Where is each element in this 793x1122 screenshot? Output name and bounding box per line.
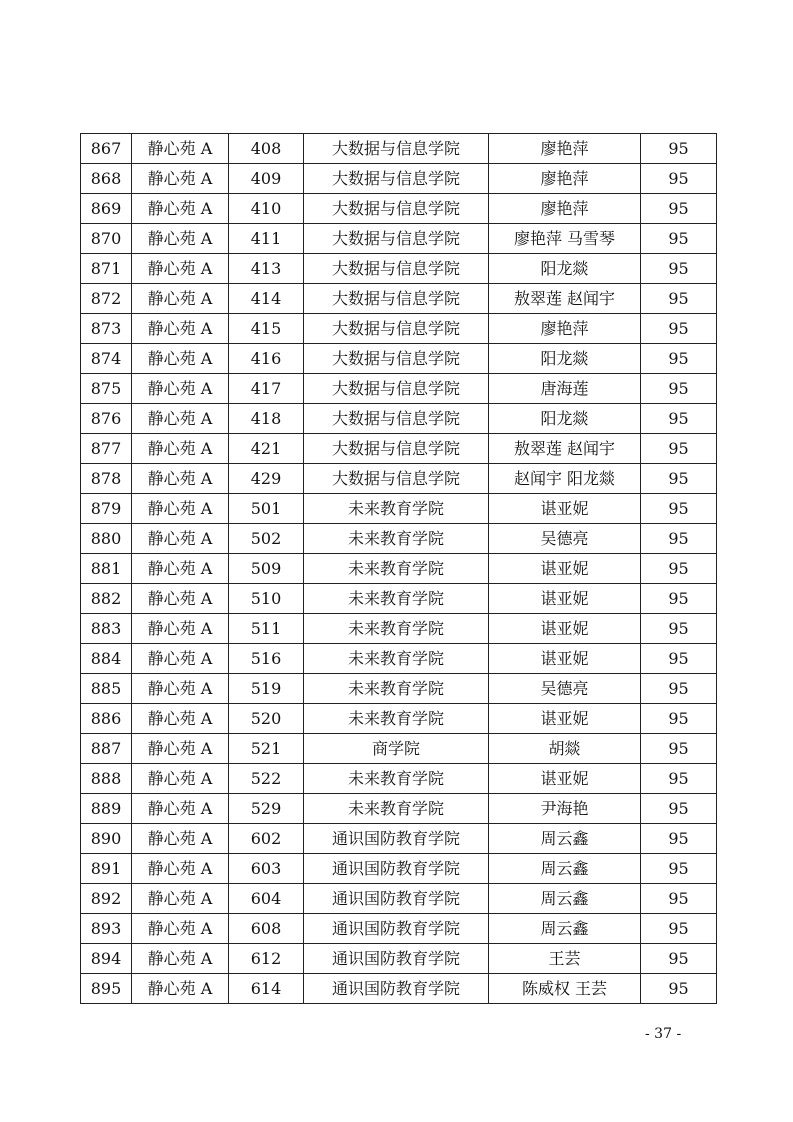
counselor-cell: 尹海艳: [489, 794, 641, 824]
counselor-cell: 敖翠莲 赵闻宇: [489, 434, 641, 464]
table-row: [81, 404, 717, 434]
row-number-cell: 870: [81, 224, 132, 254]
building-cell: 静心苑 A: [132, 674, 229, 704]
college-cell: 通识国防教育学院: [304, 824, 489, 854]
room-cell: 511: [229, 614, 304, 644]
row-number-cell: 892: [81, 884, 132, 914]
score-cell: 95: [641, 974, 717, 1004]
score-cell: 95: [641, 494, 717, 524]
college-cell: 大数据与信息学院: [304, 374, 489, 404]
table-row: [81, 134, 717, 164]
building-cell: 静心苑 A: [132, 644, 229, 674]
building-cell: 静心苑 A: [132, 764, 229, 794]
counselor-cell: 赵闻宇 阳龙燚: [489, 464, 641, 494]
score-cell: 95: [641, 344, 717, 374]
room-cell: 409: [229, 164, 304, 194]
dormitory-score-table: [80, 133, 717, 1004]
building-cell: 静心苑 A: [132, 554, 229, 584]
college-cell: 大数据与信息学院: [304, 314, 489, 344]
row-number-cell: 879: [81, 494, 132, 524]
table-row: [81, 164, 717, 194]
row-number-cell: 876: [81, 404, 132, 434]
score-cell: 95: [641, 944, 717, 974]
college-cell: 通识国防教育学院: [304, 854, 489, 884]
row-number-cell: 887: [81, 734, 132, 764]
counselor-cell: 廖艳萍: [489, 164, 641, 194]
table-row: [81, 674, 717, 704]
counselor-cell: 谌亚妮: [489, 704, 641, 734]
score-cell: 95: [641, 914, 717, 944]
counselor-cell: 周云鑫: [489, 914, 641, 944]
row-number-cell: 880: [81, 524, 132, 554]
score-cell: 95: [641, 134, 717, 164]
college-cell: 未来教育学院: [304, 584, 489, 614]
table-row: [81, 734, 717, 764]
row-number-cell: 883: [81, 614, 132, 644]
college-cell: 未来教育学院: [304, 794, 489, 824]
score-cell: 95: [641, 824, 717, 854]
table-row: [81, 764, 717, 794]
room-cell: 612: [229, 944, 304, 974]
college-cell: 大数据与信息学院: [304, 164, 489, 194]
table-row: [81, 254, 717, 284]
building-cell: 静心苑 A: [132, 344, 229, 374]
building-cell: 静心苑 A: [132, 524, 229, 554]
table-row: [81, 434, 717, 464]
score-cell: 95: [641, 884, 717, 914]
college-cell: 未来教育学院: [304, 764, 489, 794]
room-cell: 529: [229, 794, 304, 824]
college-cell: 大数据与信息学院: [304, 434, 489, 464]
table-row: [81, 704, 717, 734]
table-row: [81, 584, 717, 614]
building-cell: 静心苑 A: [132, 614, 229, 644]
counselor-cell: 谌亚妮: [489, 554, 641, 584]
table-row: [81, 644, 717, 674]
building-cell: 静心苑 A: [132, 464, 229, 494]
counselor-cell: 谌亚妮: [489, 494, 641, 524]
table-row: [81, 794, 717, 824]
table-row: [81, 224, 717, 254]
score-cell: 95: [641, 164, 717, 194]
building-cell: 静心苑 A: [132, 134, 229, 164]
counselor-cell: 陈威权 王芸: [489, 974, 641, 1004]
college-cell: 通识国防教育学院: [304, 884, 489, 914]
table-row: [81, 314, 717, 344]
table-row: [81, 854, 717, 884]
row-number-cell: 889: [81, 794, 132, 824]
row-number-cell: 891: [81, 854, 132, 884]
score-cell: 95: [641, 734, 717, 764]
score-cell: 95: [641, 644, 717, 674]
score-cell: 95: [641, 434, 717, 464]
college-cell: 商学院: [304, 734, 489, 764]
counselor-cell: 周云鑫: [489, 884, 641, 914]
room-cell: 408: [229, 134, 304, 164]
building-cell: 静心苑 A: [132, 854, 229, 884]
counselor-cell: 谌亚妮: [489, 614, 641, 644]
room-cell: 510: [229, 584, 304, 614]
counselor-cell: 谌亚妮: [489, 644, 641, 674]
table-row: [81, 524, 717, 554]
college-cell: 通识国防教育学院: [304, 914, 489, 944]
row-number-cell: 881: [81, 554, 132, 584]
row-number-cell: 885: [81, 674, 132, 704]
row-number-cell: 873: [81, 314, 132, 344]
counselor-cell: 廖艳萍 马雪琴: [489, 224, 641, 254]
building-cell: 静心苑 A: [132, 944, 229, 974]
score-cell: 95: [641, 524, 717, 554]
building-cell: 静心苑 A: [132, 374, 229, 404]
room-cell: 614: [229, 974, 304, 1004]
college-cell: 通识国防教育学院: [304, 974, 489, 1004]
row-number-cell: 875: [81, 374, 132, 404]
room-cell: 522: [229, 764, 304, 794]
counselor-cell: 谌亚妮: [489, 584, 641, 614]
college-cell: 未来教育学院: [304, 644, 489, 674]
college-cell: 未来教育学院: [304, 494, 489, 524]
college-cell: 大数据与信息学院: [304, 284, 489, 314]
row-number-cell: 874: [81, 344, 132, 374]
score-cell: 95: [641, 194, 717, 224]
building-cell: 静心苑 A: [132, 224, 229, 254]
table-row: [81, 194, 717, 224]
room-cell: 417: [229, 374, 304, 404]
building-cell: 静心苑 A: [132, 164, 229, 194]
score-cell: 95: [641, 284, 717, 314]
page-number: - 37 -: [645, 1026, 682, 1042]
table-row: [81, 494, 717, 524]
room-cell: 608: [229, 914, 304, 944]
building-cell: 静心苑 A: [132, 704, 229, 734]
college-cell: 大数据与信息学院: [304, 344, 489, 374]
counselor-cell: 敖翠莲 赵闻宇: [489, 284, 641, 314]
table-row: [81, 614, 717, 644]
building-cell: 静心苑 A: [132, 404, 229, 434]
counselor-cell: 王芸: [489, 944, 641, 974]
row-number-cell: 894: [81, 944, 132, 974]
building-cell: 静心苑 A: [132, 194, 229, 224]
room-cell: 502: [229, 524, 304, 554]
room-cell: 415: [229, 314, 304, 344]
counselor-cell: 阳龙燚: [489, 404, 641, 434]
counselor-cell: 周云鑫: [489, 824, 641, 854]
score-cell: 95: [641, 404, 717, 434]
counselor-cell: 胡燚: [489, 734, 641, 764]
room-cell: 421: [229, 434, 304, 464]
score-cell: 95: [641, 554, 717, 584]
college-cell: 大数据与信息学院: [304, 254, 489, 284]
table-row: [81, 974, 717, 1004]
row-number-cell: 886: [81, 704, 132, 734]
row-number-cell: 888: [81, 764, 132, 794]
room-cell: 501: [229, 494, 304, 524]
counselor-cell: 阳龙燚: [489, 344, 641, 374]
college-cell: 未来教育学院: [304, 554, 489, 584]
college-cell: 大数据与信息学院: [304, 224, 489, 254]
building-cell: 静心苑 A: [132, 974, 229, 1004]
row-number-cell: 871: [81, 254, 132, 284]
counselor-cell: 廖艳萍: [489, 134, 641, 164]
table-row: [81, 344, 717, 374]
row-number-cell: 877: [81, 434, 132, 464]
building-cell: 静心苑 A: [132, 794, 229, 824]
building-cell: 静心苑 A: [132, 284, 229, 314]
table-row: [81, 824, 717, 854]
college-cell: 大数据与信息学院: [304, 464, 489, 494]
row-number-cell: 890: [81, 824, 132, 854]
room-cell: 410: [229, 194, 304, 224]
counselor-cell: 周云鑫: [489, 854, 641, 884]
table-row: [81, 284, 717, 314]
college-cell: 未来教育学院: [304, 614, 489, 644]
building-cell: 静心苑 A: [132, 734, 229, 764]
score-cell: 95: [641, 764, 717, 794]
college-cell: 大数据与信息学院: [304, 404, 489, 434]
room-cell: 418: [229, 404, 304, 434]
table-body: [81, 134, 717, 1004]
building-cell: 静心苑 A: [132, 314, 229, 344]
row-number-cell: 868: [81, 164, 132, 194]
table-row: [81, 554, 717, 584]
building-cell: 静心苑 A: [132, 254, 229, 284]
room-cell: 520: [229, 704, 304, 734]
building-cell: 静心苑 A: [132, 884, 229, 914]
building-cell: 静心苑 A: [132, 494, 229, 524]
counselor-cell: 谌亚妮: [489, 764, 641, 794]
room-cell: 602: [229, 824, 304, 854]
building-cell: 静心苑 A: [132, 914, 229, 944]
college-cell: 未来教育学院: [304, 704, 489, 734]
room-cell: 604: [229, 884, 304, 914]
score-cell: 95: [641, 314, 717, 344]
table-row: [81, 944, 717, 974]
score-cell: 95: [641, 794, 717, 824]
table-row: [81, 884, 717, 914]
score-cell: 95: [641, 584, 717, 614]
score-cell: 95: [641, 854, 717, 884]
building-cell: 静心苑 A: [132, 824, 229, 854]
college-cell: 大数据与信息学院: [304, 194, 489, 224]
row-number-cell: 895: [81, 974, 132, 1004]
row-number-cell: 882: [81, 584, 132, 614]
score-cell: 95: [641, 464, 717, 494]
row-number-cell: 869: [81, 194, 132, 224]
counselor-cell: 吴德亮: [489, 674, 641, 704]
row-number-cell: 872: [81, 284, 132, 314]
table-row: [81, 464, 717, 494]
college-cell: 未来教育学院: [304, 524, 489, 554]
score-cell: 95: [641, 614, 717, 644]
row-number-cell: 893: [81, 914, 132, 944]
room-cell: 416: [229, 344, 304, 374]
counselor-cell: 吴德亮: [489, 524, 641, 554]
row-number-cell: 884: [81, 644, 132, 674]
counselor-cell: 阳龙燚: [489, 254, 641, 284]
score-cell: 95: [641, 374, 717, 404]
score-cell: 95: [641, 674, 717, 704]
building-cell: 静心苑 A: [132, 584, 229, 614]
room-cell: 516: [229, 644, 304, 674]
college-cell: 通识国防教育学院: [304, 944, 489, 974]
table-row: [81, 374, 717, 404]
counselor-cell: 廖艳萍: [489, 314, 641, 344]
table-row: [81, 914, 717, 944]
room-cell: 603: [229, 854, 304, 884]
row-number-cell: 878: [81, 464, 132, 494]
row-number-cell: 867: [81, 134, 132, 164]
room-cell: 414: [229, 284, 304, 314]
room-cell: 519: [229, 674, 304, 704]
college-cell: 大数据与信息学院: [304, 134, 489, 164]
score-cell: 95: [641, 704, 717, 734]
counselor-cell: 唐海莲: [489, 374, 641, 404]
college-cell: 未来教育学院: [304, 674, 489, 704]
score-cell: 95: [641, 254, 717, 284]
counselor-cell: 廖艳萍: [489, 194, 641, 224]
room-cell: 429: [229, 464, 304, 494]
room-cell: 413: [229, 254, 304, 284]
room-cell: 509: [229, 554, 304, 584]
room-cell: 411: [229, 224, 304, 254]
score-cell: 95: [641, 224, 717, 254]
room-cell: 521: [229, 734, 304, 764]
building-cell: 静心苑 A: [132, 434, 229, 464]
